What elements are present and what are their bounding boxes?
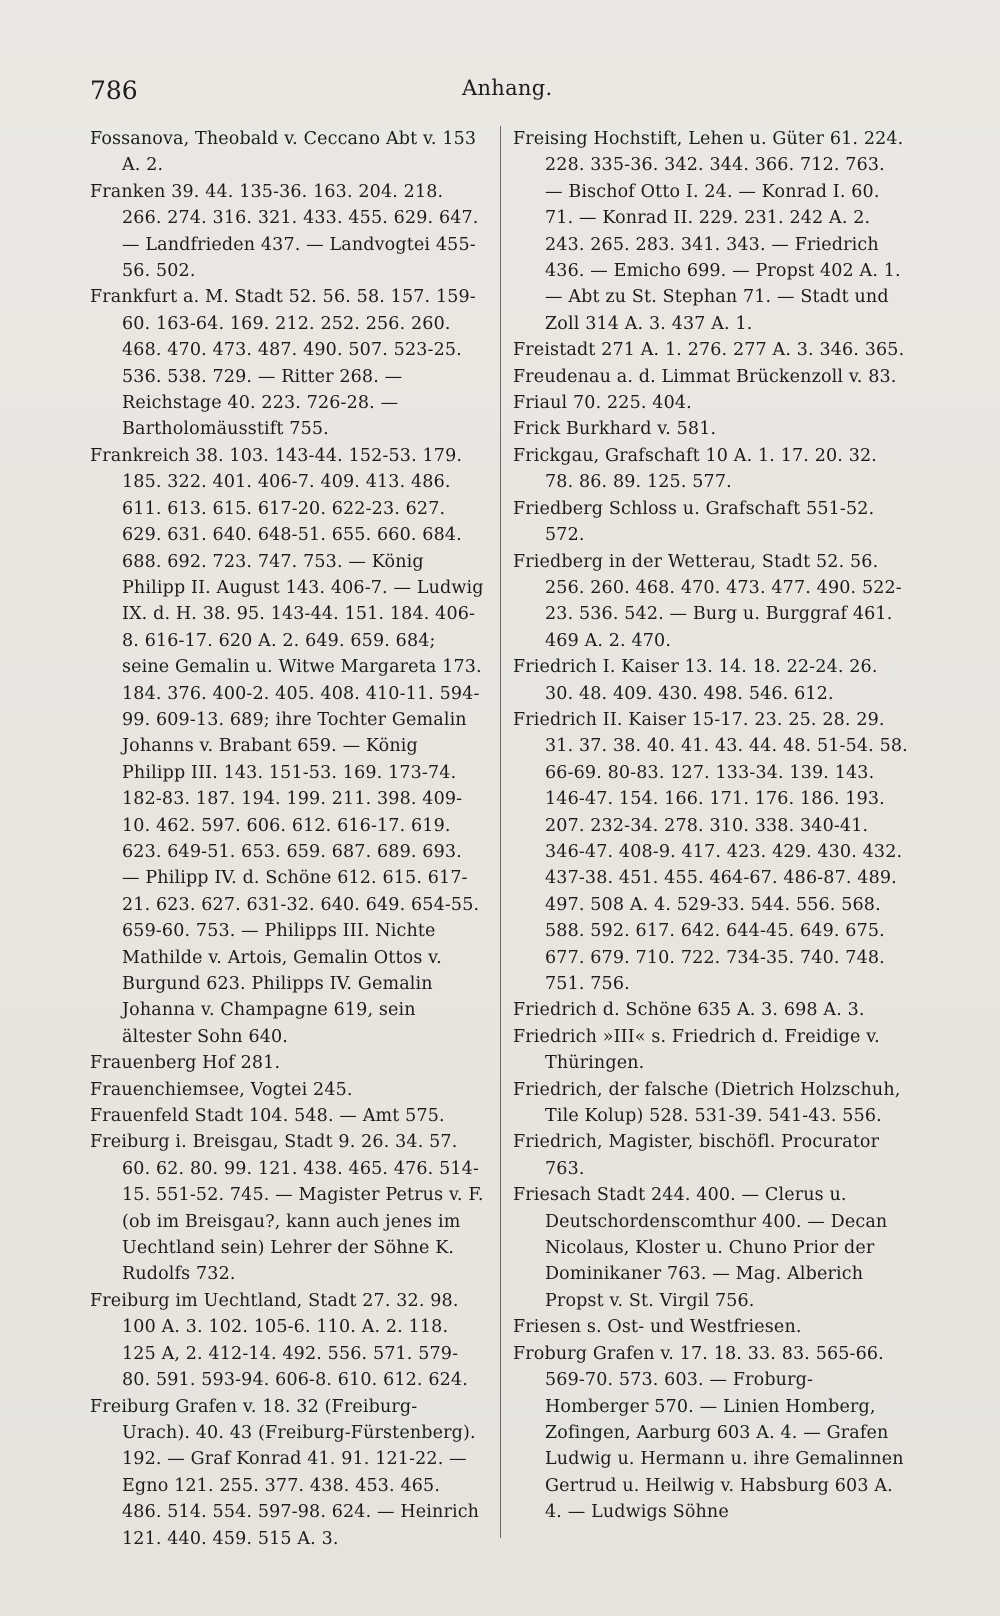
page-number: 786 <box>90 76 138 105</box>
index-entry: Franken 39. 44. 135-36. 163. 204. 218. 266. 274. 316. 321. 433. 455. 629. 647. — Landfrieden 437. — Landvogtei 455-56. 502. <box>90 181 479 282</box>
index-entry: Frankfurt a. M. Stadt 52. 56. 58. 157. 159-60. 163-64. 169. 212. 252. 256. 260. 468. 470. 473. 487. 490. 507. 523-25. 536. 538. 729. — Ritter 268. — Reichstage 40. 223. 726-28. — Bartholomäusstift 755. <box>90 287 476 440</box>
index-entry: Froburg Grafen v. 17. 18. 33. 83. 565-66. 569-70. 573. 603. — Froburg-Homberger 570. — Linien Homberg, Zofingen, Aarburg 603 A. 4. — Grafen Ludwig u. Hermann u. ihre Gemalinnen Gertrud u. Heilwig v. Habsburg 603 A. 4. — Ludwigs Söhne <box>513 1343 904 1523</box>
running-title: Anhang. <box>462 76 553 100</box>
index-entry: Freudenau a. d. Limmat Brückenzoll v. 83. <box>513 366 897 387</box>
index-entry: Friedrich I. Kaiser 13. 14. 18. 22-24. 26. 30. 48. 409. 430. 498. 546. 612. <box>513 657 878 704</box>
index-entry: Friedrich, der falsche (Dietrich Holzschuh, Tile Kolup) 528. 531-39. 541-43. 556. <box>513 1079 901 1127</box>
index-entry: Frick Burkhard v. 581. <box>513 419 717 440</box>
index-entry: Frauenchiemsee, Vogtei 245. <box>90 1079 353 1100</box>
index-entry: Friesach Stadt 244. 400. — Clerus u. Deutschordenscomthur 400. — Decan Nicolaus, Kloster u. Chuno Prior der Dominikaner 763. — Mag. Alberich Propst v. St. Virgil 756. <box>513 1185 888 1311</box>
index-entry: Friedberg in der Wetterau, Stadt 52. 56. 256. 260. 468. 470. 473. 477. 490. 522-23. 536. 542. — Burg u. Burggraf 461. 469 A. 2. 470. <box>513 551 902 651</box>
index-entry: Friedrich »III« s. Friedrich d. Freidige v. Thüringen. <box>513 1026 880 1074</box>
index-entry: Freiburg im Uechtland, Stadt 27. 32. 98. 100 A. 3. 102. 105-6. 110. A. 2. 118. 125 A, 2. 412-14. 492. 556. 571. 579-80. 591. 593-94. 606-8. 610. 612. 624. <box>90 1290 468 1391</box>
index-entry: Frauenberg Hof 281. <box>90 1053 281 1074</box>
index-entry: Frankreich 38. 103. 143-44. 152-53. 179. 185. 322. 401. 406-7. 409. 413. 486. 611. 613. 615. 617-20. 622-23. 627. 629. 631. 640. 648-51. 655. 660. 684. 688. 692. 723. 747. 753. — König Philipp II. August 143. 406-7. — Ludwig IX. d. H. 38. 95. 143-44. 151. 184. 406-8. 616-17. 620 A. 2. 649. 659. 684; seine Gemalin u. Witwe Margareta 173. 184. 376. 400-2. 405. 408. 410-11. 594-99. 609-13. 689; ihre Tochter Gemalin Johanns v. Brabant 659. — König Philipp III. 143. 151-53. 169. 173-74. 182-83. 187. 194. 199. 211. 398. 409-10. 462. 597. 606. 612. 616-17. 619. 623. 649-51. 653. 659. 687. 689. 693. — Philipp IV. d. Schöne 612. 615. 617-21. 623. 627. 631-32. 640. 649. 654-55. 659-60. 753. — Philipps III. Nichte Mathilde v. Artois, Gemalin Ottos v. Burgund 623. Philipps IV. Gemalin Johanna v. Champagne 619, sein ältester Sohn 640. <box>90 445 484 1047</box>
index-entry: Freistadt 271 A. 1. 276. 277 A. 3. 346. 365. <box>513 340 905 361</box>
index-entry: Friedrich, Magister, bischöfl. Procurator 763. <box>513 1132 880 1179</box>
index-entry: Frickgau, Grafschaft 10 A. 1. 17. 20. 32. 78. 86. 89. 125. 577. <box>513 445 877 493</box>
index-entry: Freiburg Grafen v. 18. 32 (Freiburg-Urach). 40. 43 (Freiburg-Fürstenberg). 192. — Graf Konrad 41. 91. 121-22. — Egno 121. 255. 377. 438. 453. 465. 486. 514. 554. 597-98. 624. — Heinrich 121. 440. 459. 515 A. 3. <box>90 1396 480 1549</box>
page-header <box>90 76 920 116</box>
index-entry: Freiburg i. Breisgau, Stadt 9. 26. 34. 57. 60. 62. 80. 99. 121. 438. 465. 476. 514-15. 551-52. 745. — Magister Petrus v. F. (ob im Breisgau?, kann auch jenes im Uechtland sein) Lehrer der Söhne K. Rudolfs 732. <box>90 1132 484 1285</box>
column-divider <box>500 126 501 1538</box>
index-entry: Friedberg Schloss u. Grafschaft 551-52. 572. <box>513 498 875 546</box>
index-entry: Friedrich d. Schöne 635 A. 3. 698 A. 3. <box>513 1000 865 1021</box>
index-column-left <box>90 126 485 1552</box>
index-entry: Friedrich II. Kaiser 15-17. 23. 25. 28. 29. 31. 37. 38. 40. 41. 43. 44. 48. 51-54. 58. 66-69. 80-83. 127. 133-34. 139. 143. 146-47. 154. 166. 171. 176. 186. 193. 207. 232-34. 278. 310. 338. 340-41. 346-47. 408-9. 417. 423. 429. 430. 432. 437-38. 451. 455. 464-67. 486-87. 489. 497. 508 A. 4. 529-33. 544. 556. 568. 588. 592. 617. 642. 644-45. 649. 675. 677. 679. 710. 722. 734-35. 740. 748. 751. 756. <box>513 709 908 994</box>
index-entry: Freising Hochstift, Lehen u. Güter 61. 224. 228. 335-36. 342. 344. 366. 712. 763. — Bischof Otto I. 24. — Konrad I. 60. 71. — Konrad II. 229. 231. 242 A. 2. 243. 265. 283. 341. 343. — Friedrich 436. — Emicho 699. — Propst 402 A. 1. — Abt zu St. Stephan 71. — Stadt und Zoll 314 A. 3. 437 A. 1. <box>513 129 904 334</box>
index-column-right <box>513 126 908 1526</box>
index-entry: Friaul 70. 225. 404. <box>513 393 692 414</box>
index-entry: Fossanova, Theobald v. Ceccano Abt v. 153 A. 2. <box>90 129 477 176</box>
index-entry: Frauenfeld Stadt 104. 548. — Amt 575. <box>90 1106 445 1127</box>
index-entry: Friesen s. Ost- und Westfriesen. <box>513 1317 802 1338</box>
